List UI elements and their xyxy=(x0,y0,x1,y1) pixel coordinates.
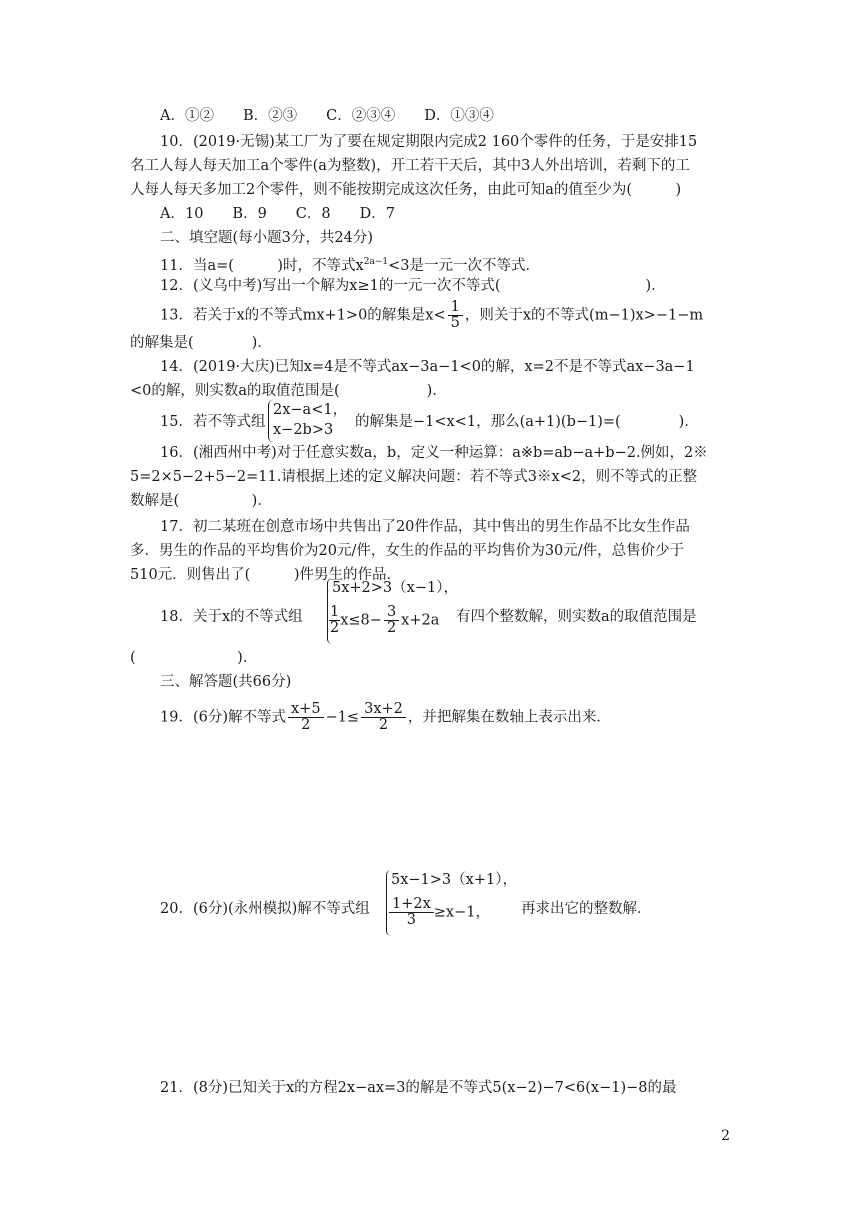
q18-frac2-num: 3 xyxy=(384,605,399,621)
q18-frac1-den: 2 xyxy=(330,620,340,636)
page-number: 2 xyxy=(721,1128,730,1144)
q19-frac2-den: 2 xyxy=(378,717,389,733)
q9-options: A．①② B．②③ C．②③④ D．①③④ xyxy=(160,108,494,124)
q19 xyxy=(160,702,611,733)
q20-ineq2 xyxy=(389,897,490,928)
q19-mid: −1≤ xyxy=(325,709,360,726)
q20-ineq1: 5x−1>3（x+1）， xyxy=(391,872,517,888)
q13-line1 xyxy=(160,300,703,331)
q18-frac1-num: 1 xyxy=(330,604,340,620)
q18-answer-line: ( )． xyxy=(130,650,258,666)
q19-part1: 19．(6分)解不等式 xyxy=(160,709,286,726)
q18-ineq1: 5x+2>3（x−1）， xyxy=(332,580,458,596)
q20-frac xyxy=(389,897,434,928)
q19-frac1 xyxy=(288,702,324,733)
q18-frac2 xyxy=(384,605,399,636)
q15-ineq2: x−2b>3 xyxy=(273,422,334,438)
q19-frac1-den: 2 xyxy=(301,717,311,733)
q18-ineq2-mid: x≤8− xyxy=(340,612,382,629)
section3-heading: 三、解答题(共66分) xyxy=(160,674,292,690)
q11-exponent: 2a−1 xyxy=(363,257,389,267)
q13-fraction-num: 1 xyxy=(448,300,463,316)
q18-frac1 xyxy=(329,605,340,636)
q11-part2: <3是一元一次不等式． xyxy=(388,257,540,274)
q13-fraction-den: 5 xyxy=(450,315,460,331)
q16-line2: 5=2×5−2+5−2=11.请根据上述的定义解决问题：若不等式3※x<2，则不等式的正整 xyxy=(130,469,698,485)
q16-line3: 数解是( )． xyxy=(130,493,272,509)
q12: 12．(义乌中考)写出一个解为x≥1的一元一次不等式( )． xyxy=(160,278,666,294)
q16-line1: 16．(湘西州中考)对于任意实数a，b，定义一种运算：a※b=ab−a+b−2.例如，2※ xyxy=(160,445,708,461)
q21-line1: 21．(8分)已知关于x的方程2x−ax=3的解是不等式5(x−2)−7<6(x−1)−8的最 xyxy=(160,1080,677,1096)
q14-line2: <0的解，则实数a的取值范围是( )． xyxy=(130,383,447,399)
q17-line1: 17．初二某班在创意市场中共售出了20件作品，其中售出的男生作品不比女生作品 xyxy=(160,519,690,535)
section2-heading: 二、填空题(每小题3分，共24分) xyxy=(160,230,373,246)
q20-lead: 20．(6分)(永州模拟)解不等式组 xyxy=(160,901,370,917)
q10-options: A．10 B．9 C．8 D．7 xyxy=(160,206,395,222)
q11-part1: 11．当a=( )时，不等式x xyxy=(160,257,364,274)
q19-frac2 xyxy=(361,702,406,733)
q14-line1: 14．(2019·大庆)已知x=4是不等式ax−3a−1<0的解，x=2不是不等式ax−3a−1 xyxy=(160,359,695,375)
q19-frac1-num: x+5 xyxy=(288,702,324,718)
q15-system xyxy=(273,400,347,440)
q18-ineq2 xyxy=(329,605,439,636)
q20-frac-num: 1+2x xyxy=(389,897,434,913)
q11 xyxy=(160,252,540,276)
q13-part1: 13．若关于x的不等式mx+1>0的解集是x< xyxy=(160,307,446,324)
q13-fraction xyxy=(448,300,463,331)
q17-line3: 510元．则售出了( )件男生的作品． xyxy=(130,567,401,583)
q15-ineq1: 2x−a<1， xyxy=(273,402,348,418)
q19-tail: ，并把解集在数轴上表示出来． xyxy=(407,709,611,726)
q18-lead: 18．关于x的不等式组 xyxy=(160,609,303,625)
q13-line2: 的解集是( )． xyxy=(130,335,272,351)
q10-line1: 10．(2019·无锡)某工厂为了要在规定期限内完成2 160个零件的任务，于是安排15 xyxy=(160,134,698,150)
q17-line2: 多．男生的作品的平均售价为20元/件，女生的作品的平均售价为30元/件，总售价少于 xyxy=(130,543,685,559)
q18-tail: 有四个整数解，则实数a的取值范围是 xyxy=(456,609,697,625)
q20-ineq2-tail: ≥x−1， xyxy=(433,904,490,921)
q18-frac2-den: 2 xyxy=(386,620,397,636)
q15-lead: 15．若不等式组 xyxy=(160,414,266,430)
q13-part2: ，则关于x的不等式(m−1)x>−1−m xyxy=(464,307,704,324)
q10-line2: 名工人每人每天加工a个零件(a为整数)，开工若干天后，其中3人外出培训，若剩下的工 xyxy=(130,158,690,174)
q15-tail: 的解集是−1<x<1，那么(a+1)(b−1)=( )． xyxy=(355,414,699,430)
q20-tail: 再求出它的整数解． xyxy=(521,901,652,917)
q19-frac2-num: 3x+2 xyxy=(361,702,406,718)
q20-frac-den: 3 xyxy=(406,912,416,928)
q18-ineq2-tail: x+2a xyxy=(401,612,440,629)
q10-line3: 人每人每天多加工2个零件，则不能按期完成这次任务，由此可知a的值至少为( ) xyxy=(130,182,682,198)
